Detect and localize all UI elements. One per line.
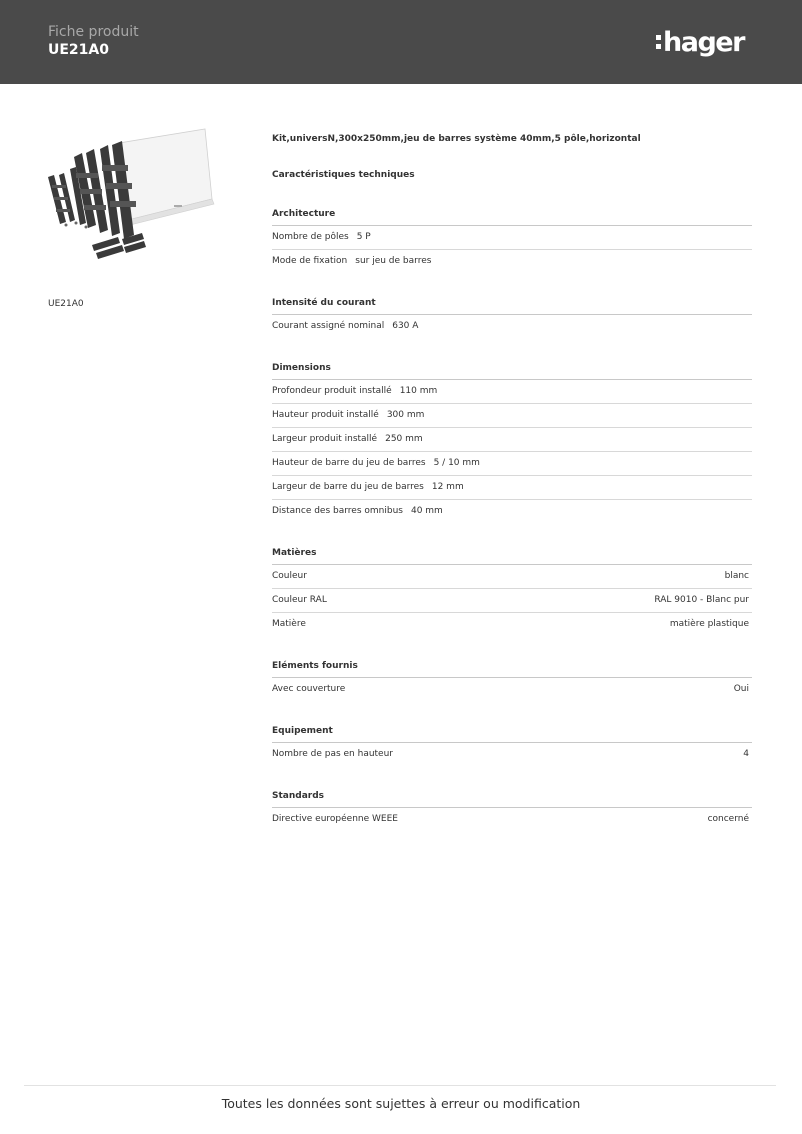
spec-value: concerné xyxy=(707,814,749,824)
spec-section xyxy=(272,207,752,273)
spec-row xyxy=(272,808,752,831)
spec-row xyxy=(272,428,752,452)
spec-label: Couleur xyxy=(272,571,307,581)
spec-row xyxy=(272,315,752,338)
spec-value: 250 mm xyxy=(385,434,423,444)
spec-row xyxy=(272,500,752,523)
logo-wordmark: hager xyxy=(663,26,744,58)
product-reference-label: UE21A0 xyxy=(48,299,84,309)
spec-label: Largeur produit installé xyxy=(272,434,378,444)
header-subtitle: Fiche produit xyxy=(48,24,139,40)
section-title: Equipement xyxy=(272,724,752,743)
spec-label: Matière xyxy=(272,619,306,629)
spec-row xyxy=(272,565,752,589)
spec-row xyxy=(272,226,752,250)
spec-section xyxy=(272,789,752,831)
spec-label: Hauteur produit installé xyxy=(272,410,379,420)
spec-row xyxy=(272,589,752,613)
spec-label: Nombre de pôles xyxy=(272,232,349,242)
spec-section xyxy=(272,724,752,766)
product-image xyxy=(44,125,219,265)
spec-value: Oui xyxy=(733,684,749,694)
hager-logo xyxy=(656,25,766,59)
footer-divider xyxy=(24,1085,776,1086)
spec-row xyxy=(272,380,752,404)
spec-row xyxy=(272,743,752,766)
spec-section xyxy=(272,659,752,701)
spec-value: 630 A xyxy=(392,321,419,331)
spec-label: Courant assigné nominal xyxy=(272,321,385,331)
spec-value: 12 mm xyxy=(431,482,464,492)
spec-label: Mode de fixation xyxy=(272,256,348,266)
spec-row xyxy=(272,404,752,428)
spec-row xyxy=(272,452,752,476)
product-title: Kit,universN,300x250mm,jeu de barres système 40mm,5 pôle,horizontal xyxy=(272,134,641,144)
page-header xyxy=(0,0,802,84)
spec-label: Hauteur de barre du jeu de barres xyxy=(272,458,426,468)
footer-disclaimer: Toutes les données sont sujettes à erreur ou modification xyxy=(221,1096,581,1111)
spec-row xyxy=(272,678,752,701)
section-title: Standards xyxy=(272,789,752,808)
section-title: Architecture xyxy=(272,207,752,226)
spec-section xyxy=(272,361,752,523)
spec-section xyxy=(272,296,752,338)
spec-value: 300 mm xyxy=(386,410,425,420)
section-title: Eléments fournis xyxy=(272,659,752,678)
header-product-code: UE21A0 xyxy=(48,42,109,58)
spec-label: Directive européenne WEEE xyxy=(272,814,398,824)
characteristics-sections xyxy=(272,207,752,831)
spec-row xyxy=(272,250,752,273)
spec-label: Largeur de barre du jeu de barres xyxy=(272,482,424,492)
spec-value: 4 xyxy=(743,749,749,759)
spec-value: 110 mm xyxy=(399,386,438,396)
section-title: Intensité du courant xyxy=(272,296,752,315)
spec-value: 40 mm xyxy=(410,506,443,516)
product-details xyxy=(272,132,752,831)
spec-value: RAL 9010 - Blanc pur xyxy=(654,595,749,605)
spec-section xyxy=(272,546,752,636)
spec-value: blanc xyxy=(724,571,749,581)
spec-value: matière plastique xyxy=(669,619,749,629)
spec-value: 5 P xyxy=(356,232,371,242)
spec-value: 5 / 10 mm xyxy=(433,458,480,468)
spec-label: Avec couverture xyxy=(272,684,346,694)
spec-value: sur jeu de barres xyxy=(355,256,432,266)
spec-label: Couleur RAL xyxy=(272,595,327,605)
spec-row xyxy=(272,476,752,500)
spec-label: Distance des barres omnibus xyxy=(272,506,403,516)
logo-colon-icon xyxy=(656,33,661,51)
spec-label: Nombre de pas en hauteur xyxy=(272,749,394,759)
spec-row xyxy=(272,613,752,636)
section-title: Dimensions xyxy=(272,361,752,380)
section-title: Matières xyxy=(272,546,752,565)
technical-characteristics-heading: Caractéristiques techniques xyxy=(272,170,415,180)
spec-label: Profondeur produit installé xyxy=(272,386,392,396)
